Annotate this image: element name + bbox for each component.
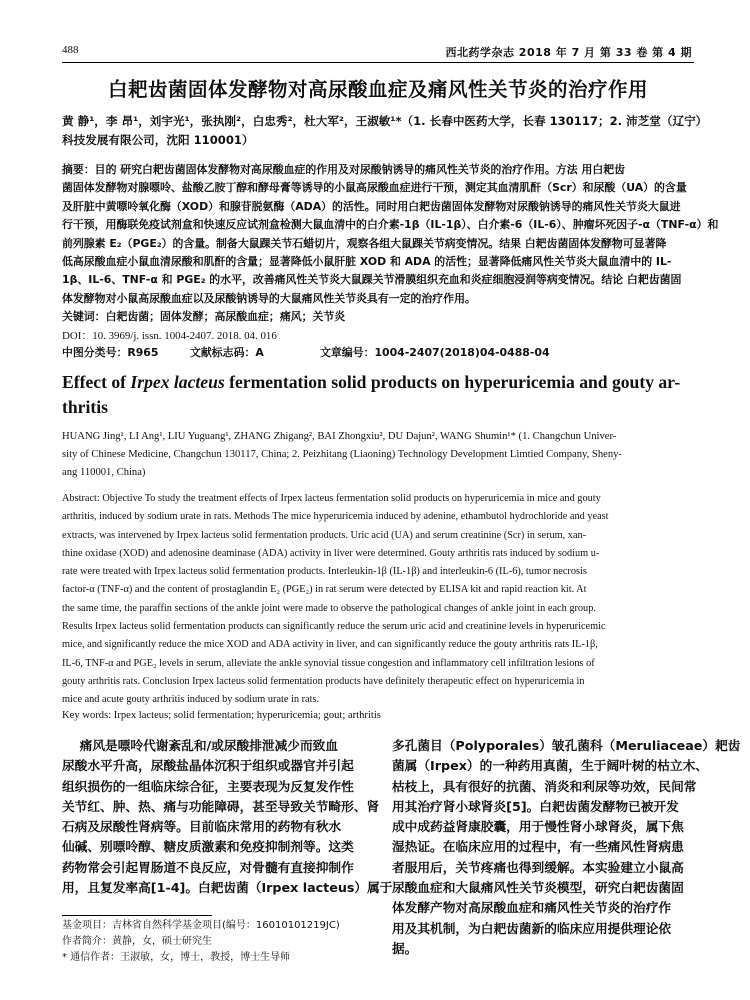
body-line: 尿酸血症和大鼠痛风性关节炎模型，研究白耙齿菌固 (392, 880, 684, 896)
classification-number: 中图分类号：R965 (62, 346, 159, 359)
journal-info: 西北药学杂志 2018 年 7 月 第 33 卷 第 4 期 (445, 46, 692, 59)
document-code: 文献标志码：A (190, 346, 264, 359)
abstract-en-line: Abstract: Objective To study the treatment effects of Irpex lacteus fermentation solid products on hyperuricemia in mice and gouty (62, 493, 601, 504)
abstract-cn-line: 菌固体发酵物对腺嘌呤、盐酸乙胺丁醇和酵母膏等诱导的小鼠高尿酸血症进行干预，测定其血清肌酐（Scr）和尿酸（UA）的含量 (62, 181, 687, 195)
chinese-title: 白耙齿菌固体发酵物对高尿酸血症及痛风性关节炎的治疗作用 (107, 78, 648, 101)
chinese-authors (62, 112, 708, 150)
body-line: 尿酸水平升高，尿酸盐晶体沉积于组织或器官并引起 (62, 758, 354, 774)
body-line: 湿热证。在临床应用的过程中，有一些痛风性肾病患 (392, 839, 684, 855)
abstract-cn-line: 体发酵物对小鼠高尿酸血症以及尿酸钠诱导的大鼠痛风性关节炎具有一定的治疗作用。 (62, 291, 476, 305)
authors-en-line: HUANG Jing¹, LI Ang¹, LIU Yuguang¹, ZHANG Zhigang², BAI Zhongxiu², DU Dajun², WANG Shumin¹* (1. Changchun Univer- (62, 431, 617, 442)
body-line: 仙碱、别嘌呤醇、糖皮质激素和免疫抑制剂等。这类 (62, 839, 354, 855)
english-title-line2: thritis (62, 397, 108, 417)
english-title-species: Irpex lacteus (130, 372, 225, 392)
body-line: 据。 (392, 940, 418, 956)
abstract-en-line: mice and acute gouty arthritis induced by sodium urate in rats. (62, 694, 320, 706)
abstract-en-line: the same time, the paraffin sections of the ankle joint were made to observe the pathological changes of ankle joint in each group. (62, 602, 596, 614)
english-title-rest: fermentation solid products on hyperuricemia and gouty ar- (224, 372, 681, 392)
abstract-en-line: IL-6, TNF-α and PGE₂ levels in serum, alleviate the ankle synovial tissue congestion and inflammatory cell infiltration lesions of (62, 657, 595, 669)
body-line: 体发酵产物对高尿酸血症和痛风性关节炎的治疗作 (392, 900, 672, 916)
doi: DOI：10. 3969/j. issn. 1004-2407. 2018. 04. 016 (62, 329, 277, 342)
body-line: 成中成药益肾康胶囊，用于慢性肾小球肾炎，属下焦 (392, 819, 684, 835)
body-line: 菌属（Irpex）的一种药用真菌，生于阔叶树的枯立木、 (392, 758, 708, 774)
footnote-funding: 基金项目：吉林省自然科学基金项目(编号：16010101219JC) (62, 920, 340, 931)
body-line: 关节红、肿、热、痛与功能障碍，甚至导致关节畸形、肾 (62, 798, 380, 814)
header-rule (62, 62, 694, 63)
authors-en-line: sity of Chinese Medicine, Changchun 130117, China; 2. Peizhitang (Liaoning) Technology Development Limtied Company, Sheny- (62, 449, 622, 460)
body-line: 组织损伤的一组临床综合征，主要表现为反复发作性 (62, 778, 354, 794)
english-title-prefix: Effect of (62, 372, 131, 392)
body-line: 枯枝上，具有很好的抗菌、消炎和利尿等功效，民间常 (392, 778, 697, 794)
abstract-en-line: rate were treated with Irpex lacteus solid fermentation products. Interleukin-1β (IL-1β) and interleukin-6 (IL-6), tumor necrosis (62, 566, 587, 578)
abstract-en-line: mice, and significantly reduce the mice XOD and ADA activity in liver, and can significantly reduce the gouty arthritis rats IL-1β, (62, 639, 598, 651)
keywords-en: Key words: Irpex lacteus; solid fermentation; hyperuricemia; gout; arthritis (62, 710, 381, 721)
body-line: 用，且复发率高[1-4]。白耙齿菌（Irpex lacteus）属于 (62, 880, 393, 896)
abstract-en-line: gouty arthritis rats. Conclusion Irpex lacteus solid fermentation products have definitely therapeutic effect on hyperuricemia in (62, 675, 585, 687)
body-line: 石病及尿酸性肾病等。目前临床常用的药物有秋水 (62, 819, 342, 835)
authors-cn-line: 黄 静¹，李 昂¹，刘宇光¹，张执刚²，白忠秀²，杜大军²，王淑敏¹*（1. 长春中医药大学，长春 130117；2. 沛芝堂（辽宁） (62, 114, 708, 128)
authors-en-line: ang 110001, China) (62, 467, 146, 478)
abstract-cn-line: 前列腺素 E₂（PGE₂）的含量。制备大鼠踝关节石蜡切片，观察各组大鼠踝关节病变情况。结果 白耙齿菌固体发酵物可显著降 (62, 236, 667, 250)
footnotes (62, 918, 362, 966)
authors-cn-line: 科技发展有限公司，沈阳 110001） (62, 133, 254, 147)
abstract-en-line: arthritis, induced by sodium urate in rats. Methods The mice hyperuricemia induced by adenine, ethambutol hydrochloride and yeast (62, 511, 609, 523)
body-line: 痛风是嘌呤代谢紊乱和/或尿酸排泄减少而致血 (62, 738, 339, 753)
abstract-cn-line: 行干预，用酶联免疫试剂盒和快速反应试剂盒检测大鼠血清中的白介素-1β（IL-1β）、白介素-6（IL-6）、肿瘤坏死因子-α（TNF-α）和 (62, 218, 719, 232)
abstract-cn-line: 摘要：目的 研究白耙齿菌固体发酵物对高尿酸血症的作用及对尿酸钠诱导的痛风性关节炎的治疗作用。方法 用白耙齿 (62, 163, 626, 176)
abstract-cn-line: 低高尿酸血症小鼠血清尿酸和肌酐的含量；显著降低小鼠肝脏 XOD 和 ADA 的活性；显著降低痛风性关节炎大鼠血清中的 IL- (62, 255, 672, 269)
body-line: 用及其机制，为白耙齿菌新的临床应用提供理论依 (392, 920, 672, 936)
body-column-left (62, 736, 393, 898)
english-abstract (62, 490, 694, 710)
abstract-cn-line: 及肝脏中黄嘌呤氧化酶（XOD）和腺苷脱氨酶（ADA）的活性。同时用白耙齿菌固体发酵物对尿酸钠诱导的痛风性关节炎大鼠进 (62, 199, 681, 213)
english-authors (62, 428, 694, 482)
body-line: 药物常会引起胃肠道不良反应，对骨髓有直接抑制作 (62, 859, 354, 875)
keywords-cn: 关键词：白耙齿菌；固体发酵；高尿酸血症；痛风；关节炎 (62, 310, 346, 324)
body-line: 用其治疗肾小球肾炎[5]。白耙齿菌发酵物已被开发 (392, 798, 679, 814)
abstract-en-line: Results Irpex lacteus solid fermentation products can significantly reduce the serum uric acid and creatinine levels in hyperuricemic (62, 621, 606, 633)
body-line: 者服用后，关节疼痛也得到缓解。本实验建立小鼠高 (392, 859, 684, 875)
footnote-author-bio: 作者简介：黄静，女，硕士研究生 (62, 936, 212, 947)
abstract-en-line: factor-α (TNF-α) and the content of prostaglandin E₂ (PGE₂) in rat serum were detected by ELISA kit and rapid reaction kit. At (62, 584, 587, 596)
abstract-cn-line: 1β、IL-6、TNF-α 和 PGE₂ 的水平，改善痛风性关节炎大鼠踝关节滑膜组织充血和炎症细胞浸润等病变情况。结论 白耙齿菌固 (62, 273, 682, 287)
english-title (62, 370, 702, 420)
body-line: 多孔菌目（Polyporales）皱孔菌科（Meruliaceae）耙齿 (392, 738, 741, 753)
abstract-en-line: extracts, was intervened by Irpex lacteus solid fermentation products. Uric acid (UA) and serum creatinine (Scr) in serum, xan- (62, 529, 587, 541)
footnote-corresponding: * 通信作者：王淑敏，女，博士，教授，博士生导师 (62, 952, 291, 963)
chinese-abstract (62, 161, 719, 345)
footnote-rule (62, 915, 212, 916)
page-number: 488 (62, 44, 79, 56)
body-column-right (392, 736, 741, 959)
abstract-en-line: thine oxidase (XOD) and adenosine deaminase (ADA) activity in liver were determined. Gouty arthritis rats induced by sodium u- (62, 547, 600, 559)
running-header (62, 44, 692, 62)
article-number: 文章编号：1004-2407(2018)04-0488-04 (320, 346, 550, 359)
